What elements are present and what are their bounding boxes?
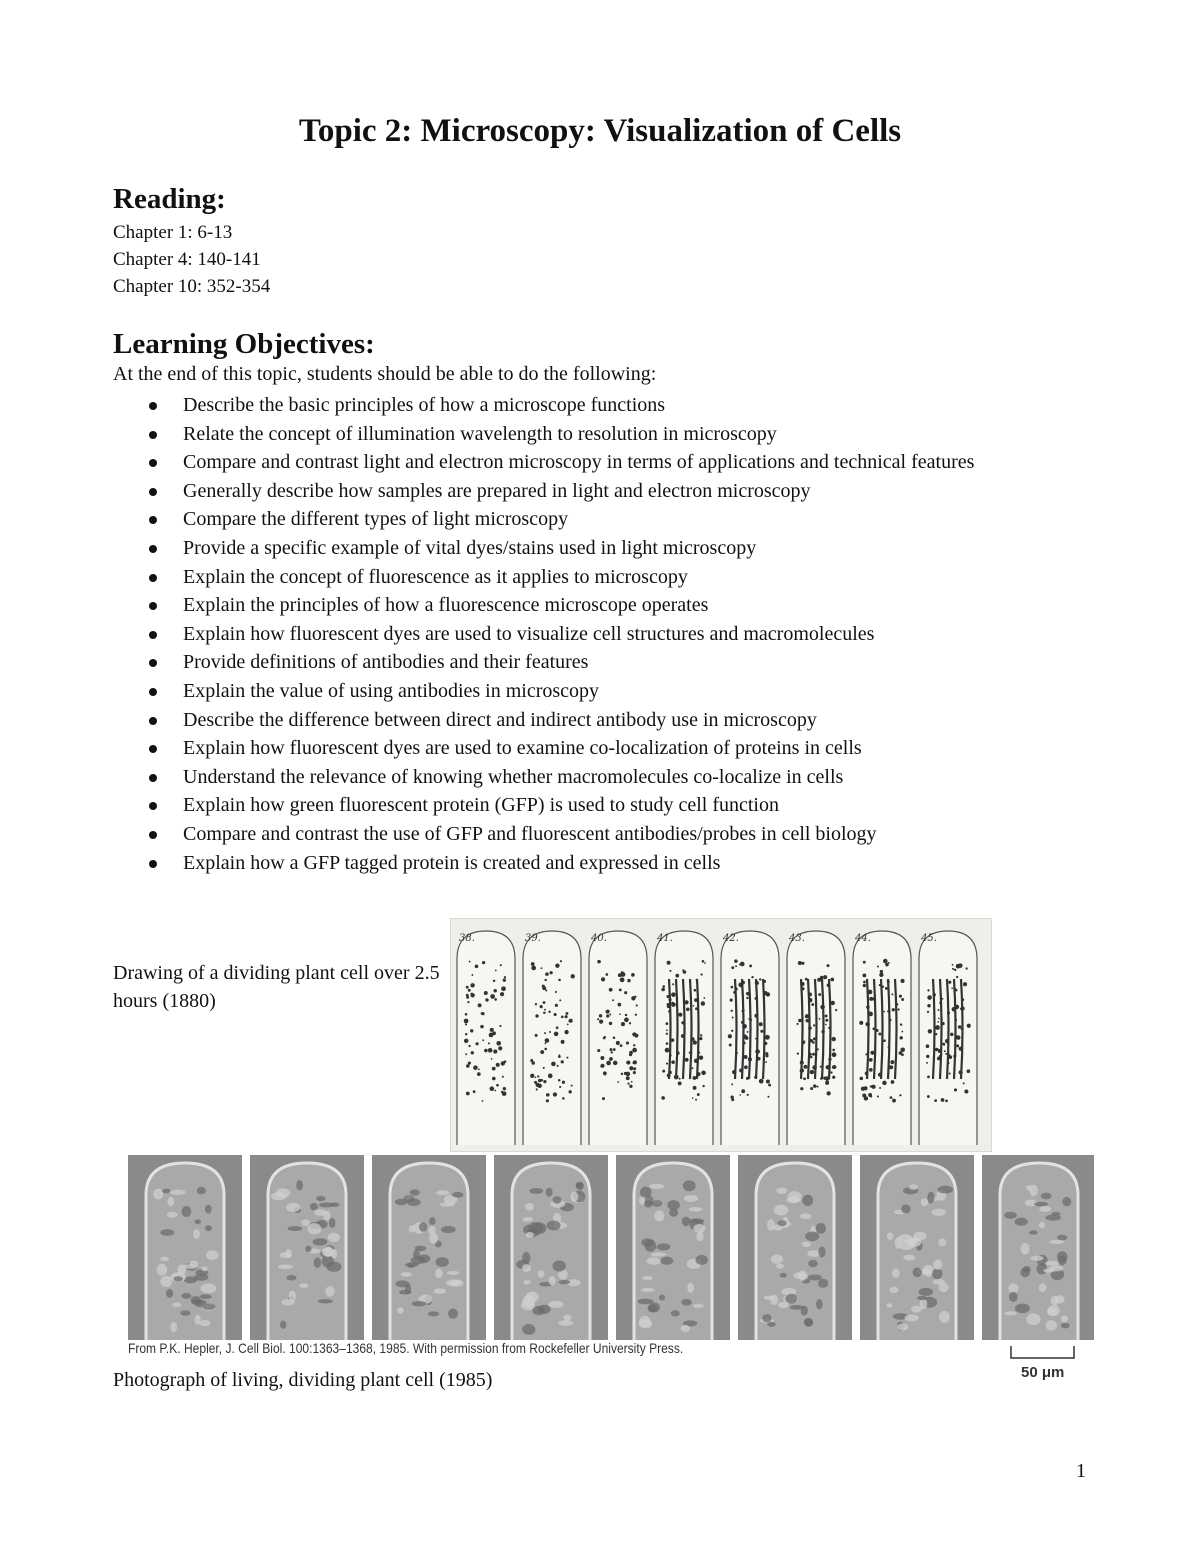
micrograph-panel: [982, 1155, 1094, 1340]
bullet-icon: [149, 745, 157, 753]
bullet-icon: [149, 802, 157, 810]
panel-label: 43.: [789, 933, 805, 944]
reading-item: Chapter 10: 352-354: [113, 276, 271, 297]
objective-text: Compare and contrast the use of GFP and fluorescent antibodies/probes in cell biology: [183, 822, 877, 845]
objective-text: Explain how fluorescent dyes are used to examine co-localization of proteins in cells: [183, 737, 862, 760]
dividing-plant-cell-drawing: [450, 918, 992, 1152]
panel-label: 45.: [921, 933, 937, 944]
bullet-icon: [149, 459, 157, 467]
objective-text: Explain the principles of how a fluorescence microscope operates: [183, 594, 709, 617]
micrograph-panel: [494, 1155, 608, 1340]
micrograph-panel: [616, 1155, 730, 1340]
bullet-icon: [149, 860, 157, 868]
objective-item: [113, 620, 1073, 649]
objective-text: Provide definitions of antibodies and their features: [183, 651, 589, 674]
objective-text: Relate the concept of illumination wavelength to resolution in microscopy: [183, 422, 777, 445]
micrograph-panel: [860, 1155, 974, 1340]
objective-item: [113, 448, 1073, 477]
objective-text: Compare and contrast light and electron microscopy in terms of applications and technical features: [183, 451, 975, 474]
bullet-icon: [149, 631, 157, 639]
objective-item: [113, 677, 1073, 706]
objective-item: [113, 820, 1073, 849]
drawing-panel: [853, 931, 911, 1145]
photo-strip: [128, 1155, 1094, 1340]
panel-label: 42.: [723, 933, 739, 944]
micrograph-panel: [250, 1155, 364, 1340]
bullet-icon: [149, 831, 157, 839]
objective-item: [113, 591, 1073, 620]
objectives-intro: At the end of this topic, students should be able to do the following:: [113, 363, 657, 385]
objective-item: [113, 648, 1073, 677]
drawing-panel: [919, 931, 977, 1145]
objective-text: Explain how fluorescent dyes are used to visualize cell structures and macromolecules: [183, 622, 875, 645]
objective-text: Provide a specific example of vital dyes/stains used in light microscopy: [183, 536, 757, 559]
learning-objectives-heading: Learning Objectives:: [113, 328, 375, 360]
drawing-illustration: [451, 919, 991, 1151]
drawing-panel: [523, 931, 581, 1145]
objective-text: Explain how green fluorescent protein (GFP) is used to study cell function: [183, 794, 779, 817]
bullet-icon: [149, 659, 157, 667]
objectives-list: [113, 391, 1073, 877]
micrograph-panel: [128, 1155, 242, 1340]
objective-text: Generally describe how samples are prepared in light and electron microscopy: [183, 479, 811, 502]
objective-item: [113, 563, 1073, 592]
bullet-icon: [149, 516, 157, 524]
drawing-panel: [589, 931, 647, 1145]
bullet-icon: [149, 774, 157, 782]
dividing-plant-cell-photographs: [128, 1155, 1094, 1345]
objective-text: Understand the relevance of knowing whether macromolecules co-localize in cells: [183, 765, 844, 788]
bullet-icon: [149, 688, 157, 696]
drawing-panel: [721, 931, 779, 1145]
objective-item: [113, 420, 1073, 449]
panel-label: 41.: [657, 933, 673, 944]
objective-item: [113, 734, 1073, 763]
objective-text: Compare the different types of light microscopy: [183, 508, 569, 531]
reading-item: Chapter 1: 6-13: [113, 222, 233, 243]
bullet-icon: [149, 431, 157, 439]
objective-item: [113, 391, 1073, 420]
panel-label: 40.: [591, 933, 607, 944]
objective-text: Describe the basic principles of how a microscope functions: [183, 394, 666, 416]
scale-bar-label: 50 μm: [1021, 1364, 1065, 1381]
objective-text: Explain the concept of fluorescence as it applies to microscopy: [183, 565, 688, 588]
drawing-caption: Drawing of a dividing plant cell over 2.5 hours (1880): [113, 962, 440, 1012]
objective-item: [113, 763, 1073, 792]
photo-credit: From P.K. Hepler, J. Cell Biol. 100:1363–1368, 1985. With permission from Rockefeller University Press.: [128, 1340, 684, 1356]
bullet-icon: [149, 602, 157, 610]
scale-bar: [1010, 1346, 1076, 1360]
objective-text: Explain the value of using antibodies in microscopy: [183, 679, 600, 702]
drawing-panel: [787, 931, 845, 1145]
bullet-icon: [149, 545, 157, 553]
objective-item: [113, 505, 1073, 534]
objective-item: [113, 706, 1073, 735]
reading-list: [113, 219, 270, 300]
objective-item: [113, 534, 1073, 563]
panel-label: 38.: [459, 933, 475, 944]
drawing-panel: [457, 931, 515, 1145]
objective-item: [113, 849, 1073, 878]
drawing-panel: [655, 931, 713, 1145]
bullet-icon: [149, 717, 157, 725]
objective-item: [113, 477, 1073, 506]
bullet-icon: [149, 488, 157, 496]
reading-item: Chapter 4: 140-141: [113, 249, 261, 270]
reading-heading: Reading:: [113, 183, 226, 215]
micrograph-panel: [372, 1155, 486, 1340]
bullet-icon: [149, 402, 157, 410]
panel-label: 44.: [855, 933, 871, 944]
micrograph-panel: [738, 1155, 852, 1340]
panel-label: 39.: [525, 933, 541, 944]
objective-text: Describe the difference between direct and indirect antibody use in microscopy: [183, 708, 817, 731]
objective-item: [113, 791, 1073, 820]
objective-text: Explain how a GFP tagged protein is created and expressed in cells: [183, 851, 721, 874]
page-number: 1: [1076, 1460, 1086, 1482]
bullet-icon: [149, 574, 157, 582]
page-title: Topic 2: Microscopy: Visualization of Cells: [298, 113, 902, 149]
photo-caption: Photograph of living, dividing plant cell (1985): [113, 1369, 493, 1391]
